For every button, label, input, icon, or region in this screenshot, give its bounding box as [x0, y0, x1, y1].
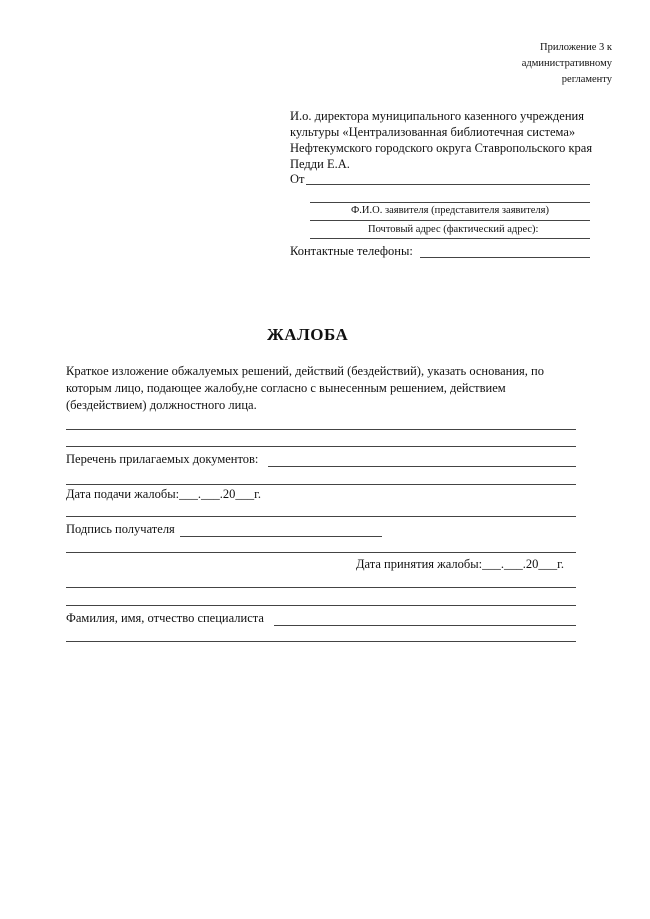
specialist-entry-line[interactable] — [66, 641, 576, 642]
summary-line-1: Краткое изложение обжалуемых решений, действий (бездействий), указать основания, по — [66, 364, 544, 378]
submit-date-separator — [66, 516, 576, 517]
documents-entry-line[interactable] — [66, 484, 576, 485]
accept-date-row — [356, 557, 564, 572]
submit-date-row — [66, 487, 261, 502]
fio-underline — [310, 220, 590, 221]
accept-date-label: Дата принятия жалобы: — [356, 557, 483, 571]
accept-entry-line-2[interactable] — [66, 605, 576, 606]
document-title: ЖАЛОБА — [267, 325, 349, 344]
addressee-line-2: культуры «Централизованная библиотечная система» — [290, 125, 576, 139]
fio-caption: Ф.И.О. заявителя (представителя заявителя) — [351, 205, 549, 216]
appendix-line-2: административному — [521, 58, 612, 69]
submit-date-field[interactable]: ___.___.20___г. — [179, 487, 261, 501]
phones-line[interactable] — [420, 257, 590, 258]
appendix-line-1: Приложение 3 к — [540, 42, 612, 53]
address-caption: Почтовый адрес (фактический адрес): — [368, 224, 539, 235]
phones-label: Контактные телефоны: — [290, 244, 413, 258]
submit-date-label: Дата подачи жалобы: — [66, 487, 180, 501]
accept-entry-line-1[interactable] — [66, 587, 576, 588]
accept-date-field[interactable]: ___.___.20___г. — [482, 557, 564, 571]
from-label: От — [290, 172, 305, 186]
recipient-separator — [66, 552, 576, 553]
specialist-line[interactable] — [274, 625, 576, 626]
applicant-name-line[interactable] — [310, 202, 590, 203]
addressee-line-1: И.о. директора муниципального казенного учреждения — [290, 109, 584, 123]
addressee-line-3: Нефтекумского городского округа Ставропольского края — [290, 141, 593, 155]
specialist-label: Фамилия, имя, отчество специалиста — [66, 611, 264, 625]
from-line[interactable] — [306, 184, 590, 185]
appendix-line-3: регламенту — [561, 74, 612, 85]
summary-entry-line-1[interactable] — [66, 429, 576, 430]
address-line[interactable] — [310, 238, 590, 239]
documents-label: Перечень прилагаемых документов: — [66, 452, 259, 466]
summary-line-2: которым лицо, подающее жалобу,не согласно с вынесенным решением, действием — [66, 381, 506, 395]
summary-entry-line-2[interactable] — [66, 446, 576, 447]
recipient-signature-line[interactable] — [180, 536, 382, 537]
summary-line-3: (бездействием) должностного лица. — [66, 398, 257, 412]
documents-line[interactable] — [268, 466, 576, 467]
addressee-line-4: Педди Е.А. — [290, 157, 350, 171]
recipient-signature-label: Подпись получателя — [66, 522, 175, 536]
